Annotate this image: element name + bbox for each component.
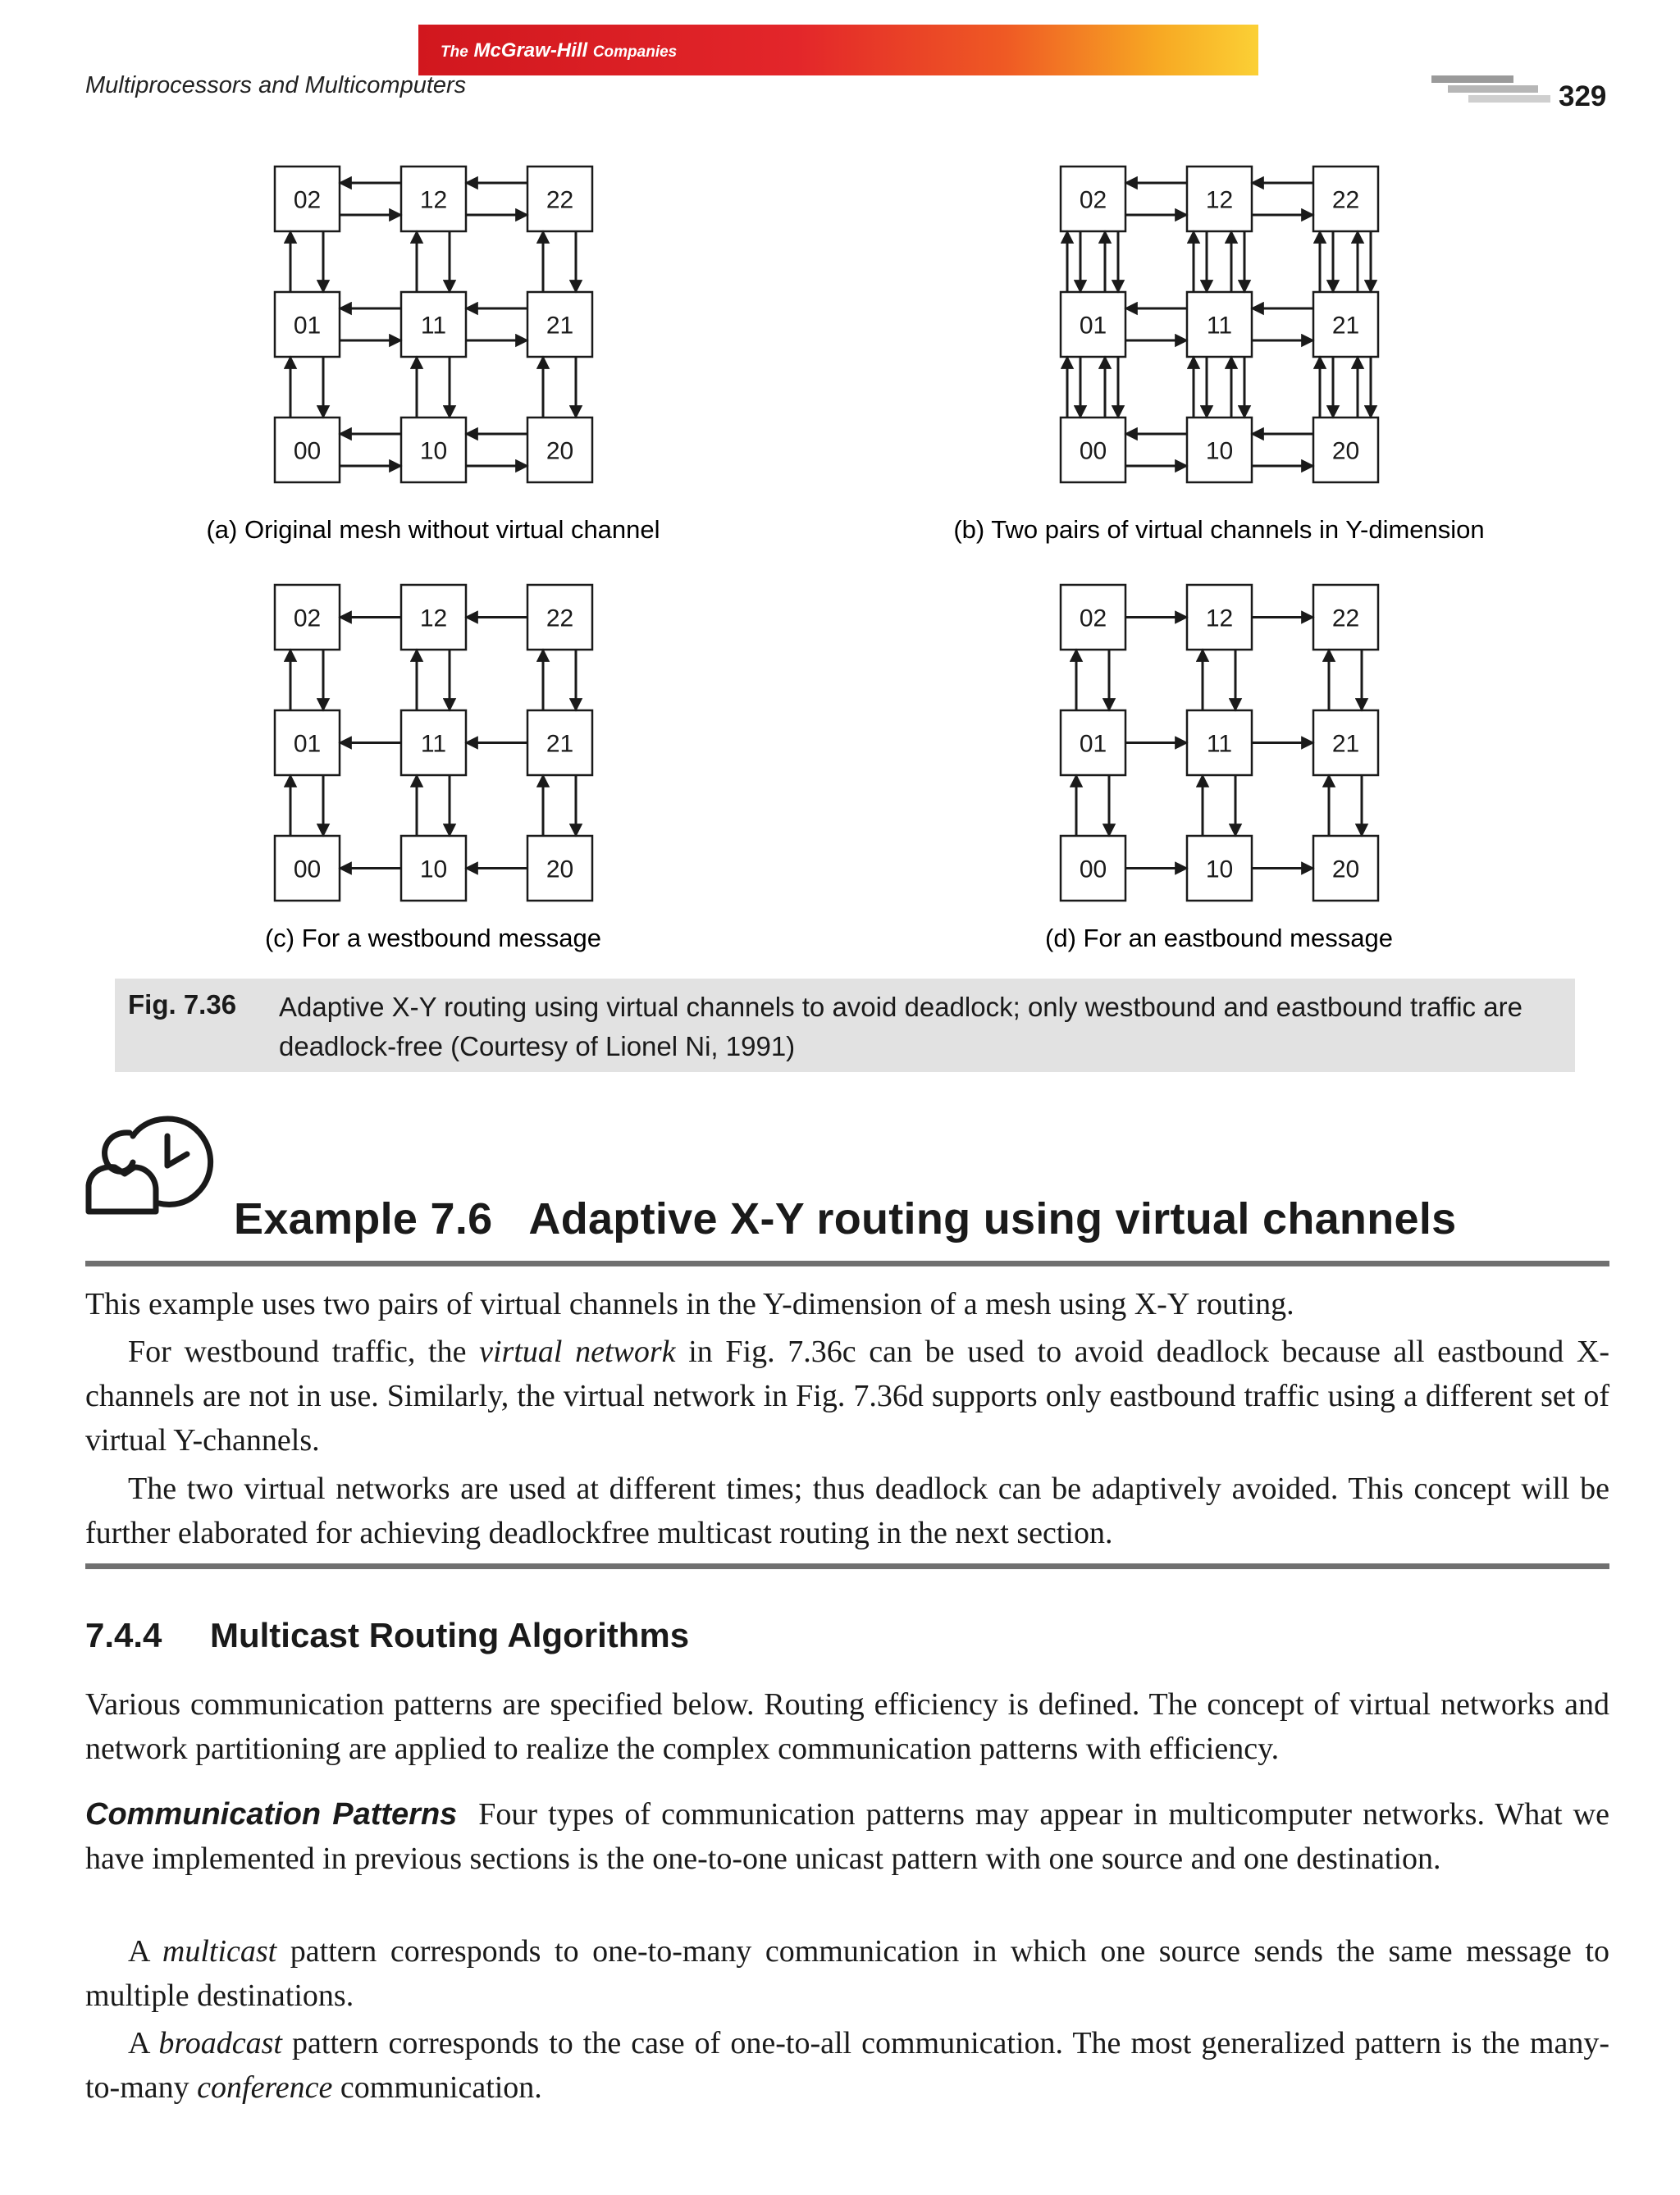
mesh-node-label: 10 [1205, 437, 1234, 465]
runin-heading: Communication Patterns [85, 1797, 458, 1832]
example-paragraph-1: This example uses two pairs of virtual channels in the Y-dimension of a mesh using X-Y routing. [85, 1287, 1294, 1321]
term-virtual-network: virtual network [479, 1335, 676, 1369]
mesh-node-label: 20 [546, 856, 574, 883]
mesh-node-label: 22 [546, 186, 574, 214]
text-run: A [128, 2026, 159, 2060]
panel-b-two-pairs-virtual-channels [1061, 167, 1378, 482]
mesh-node-label: 01 [293, 312, 322, 340]
panel-d-caption: (d) For an eastbound message [1045, 924, 1393, 952]
mesh-routing-figure [0, 0, 1680, 976]
page-number: 329 [1559, 80, 1607, 112]
mesh-node-label: 10 [419, 437, 448, 465]
mesh-node-label: 10 [419, 856, 448, 883]
mesh-node-label: 21 [546, 312, 574, 340]
mesh-node-label: 00 [293, 856, 322, 883]
mesh-node-label: 11 [420, 312, 447, 340]
panel-a-original-mesh [275, 167, 592, 482]
mesh-node-label: 12 [419, 605, 448, 632]
example-paragraph-2 [85, 1330, 1609, 1463]
section-number: 7.4.4 [85, 1616, 162, 1654]
mesh-node-label: 11 [1206, 730, 1233, 758]
figure-caption: Adaptive X-Y routing using virtual channels to avoid deadlock; only westbound and eastbound traffic are deadlock-free (Courtesy of Lionel Ni, 1991) [279, 992, 1522, 1061]
mesh-node-label: 10 [1205, 856, 1234, 883]
section-paragraph-2 [85, 1792, 1609, 1881]
example-paragraph-3: The two virtual networks are used at different times; thus deadlock can be adaptively avoided. This concept will be further elaborated for achieving deadlockfree multicast routing in the next section. [85, 1472, 1609, 1550]
mesh-node-label: 12 [1205, 605, 1234, 632]
mesh-node-label: 11 [1206, 312, 1233, 340]
panel-c-westbound [275, 585, 592, 901]
text-run: For westbound traffic, the [128, 1335, 480, 1369]
mesh-node-label: 12 [419, 186, 448, 214]
section-paragraph-3 [85, 1929, 1609, 2018]
mesh-node-label: 20 [546, 437, 574, 465]
mesh-node-label: 00 [1079, 856, 1107, 883]
text-run: pattern corresponds to one-to-many communication in which one source sends the same message to multiple destinations. [85, 1934, 1609, 2013]
mesh-node-label: 00 [1079, 437, 1107, 465]
publisher-name: McGraw-Hill [473, 39, 588, 62]
term-conference: conference [197, 2070, 333, 2105]
mesh-node-label: 21 [546, 730, 574, 758]
section-paragraph-4 [85, 2021, 1609, 2110]
mesh-node-label: 01 [293, 730, 322, 758]
figure-label: Fig. 7.36 [128, 989, 237, 1020]
mesh-node-label: 20 [1331, 437, 1360, 465]
section-title: Multicast Routing Algorithms [210, 1616, 690, 1654]
example-top-rule [85, 1261, 1609, 1266]
panel-b-caption: (b) Two pairs of virtual channels in Y-dimension [953, 515, 1485, 544]
term-broadcast: broadcast [158, 2026, 282, 2060]
text-run: A [128, 1934, 162, 1969]
mesh-node-label: 22 [546, 605, 574, 632]
example-title: Example 7.6 Adaptive X-Y routing using virtual channels [234, 1194, 1457, 1244]
mesh-node-label: 20 [1331, 856, 1360, 883]
mesh-node-label: 22 [1331, 186, 1360, 214]
mesh-node-label: 11 [420, 730, 447, 758]
panel-d-eastbound [1061, 585, 1378, 901]
term-multicast: multicast [162, 1934, 277, 1969]
panel-a-caption: (a) Original mesh without virtual channel [206, 515, 660, 544]
mesh-node-label: 21 [1331, 730, 1360, 758]
mesh-node-label: 02 [1079, 186, 1107, 214]
text-run: in Fig. 7.36c can be used to avoid deadlock because all eastbound X-channels are not in use. Similarly, the virtual network in Fig. 7.36d supports only eastbound traffic using a different set of virtual Y-channels. [85, 1335, 1609, 1458]
mesh-node-label: 12 [1205, 186, 1234, 214]
mesh-node-label: 02 [293, 605, 322, 632]
mesh-node-label: 01 [1079, 730, 1107, 758]
section-heading [85, 1616, 689, 1655]
mesh-node-label: 02 [293, 186, 322, 214]
text-run: Four types of communication patterns may appear in multicomputer networks. What we have implemented in previous sections is the one-to-one unicast pattern with one source and one destination. [85, 1797, 1609, 1876]
mesh-node-label: 02 [1079, 605, 1107, 632]
mesh-node-label: 01 [1079, 312, 1107, 340]
publisher-suffix: Companies [592, 43, 678, 61]
text-run: pattern corresponds to the case of one-to-all communication. The most generalized pattern is the many-to-many [85, 2026, 1609, 2105]
mesh-node-label: 21 [1331, 312, 1360, 340]
mesh-node-label: 00 [293, 437, 322, 465]
running-head: Multiprocessors and Multicomputers [85, 72, 467, 98]
section-paragraph-1: Various communication patterns are specified below. Routing efficiency is defined. The concept of virtual networks and network partitioning are applied to realize the complex communication patterns with efficiency. [85, 1687, 1609, 1766]
mesh-node-label: 22 [1331, 605, 1360, 632]
example-user-clock-icon [82, 1111, 221, 1243]
text-run: communication. [332, 2070, 542, 2105]
publisher-the: The [441, 43, 468, 61]
example-bottom-rule [85, 1563, 1609, 1569]
panel-c-caption: (c) For a westbound message [264, 924, 602, 952]
